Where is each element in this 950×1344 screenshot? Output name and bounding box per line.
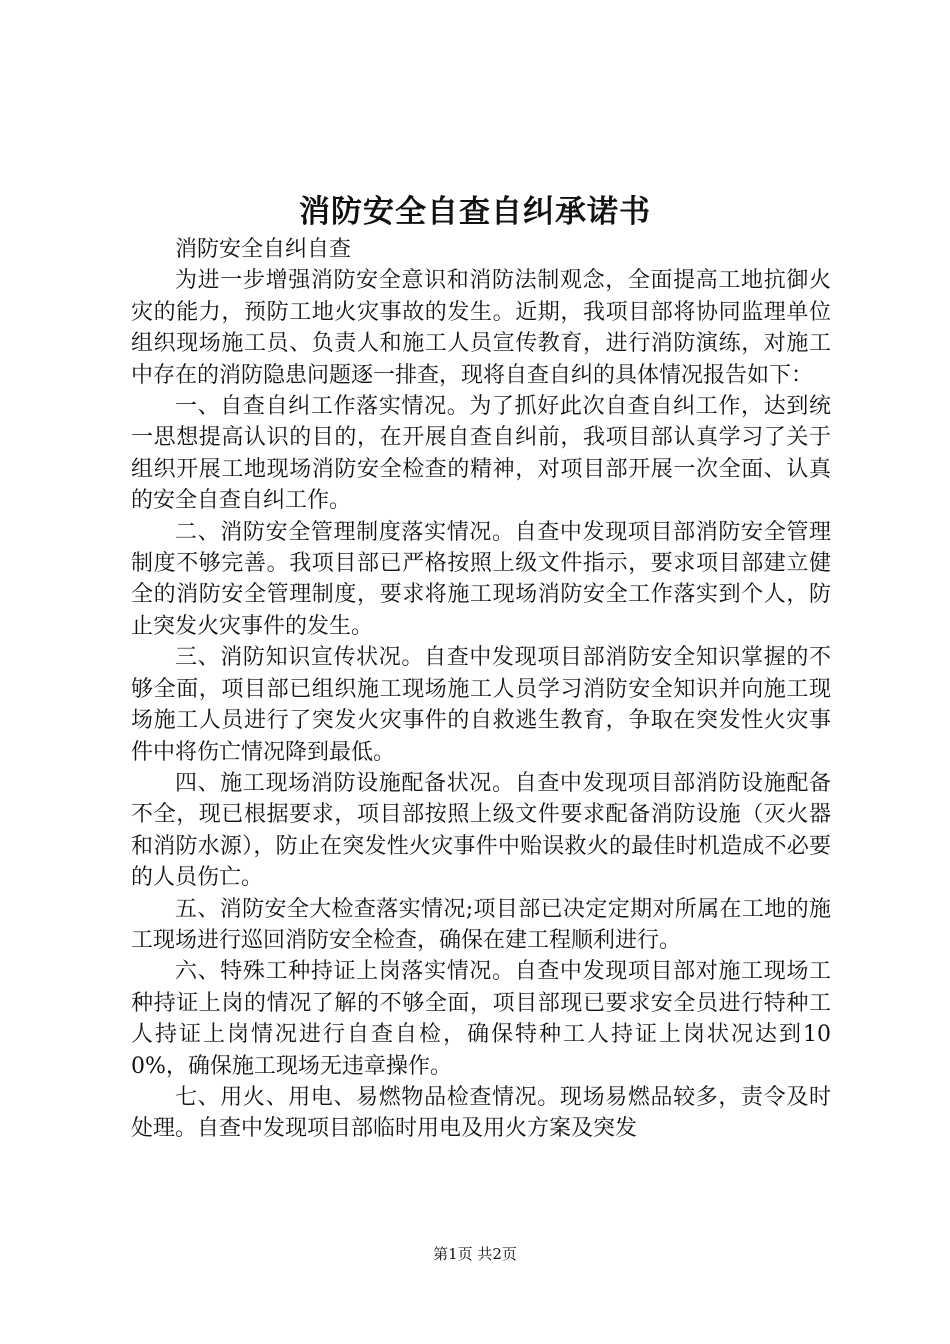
document-body [131,234,831,1145]
paragraph-item-7: 七、用火、用电、易燃物品检查情况。现场易燃品较多，责令及时处理。自查中发现项目部临时用电及用火方案及突发 [131,1084,831,1142]
paragraph-item-3: 三、消防知识宣传状况。自查中发现项目部消防安全知识掌握的不够全面，项目部已组织施工现场施工人员学习消防安全知识并向施工现场施工人员进行了突发火灾事件的自救逃生教育，争取在突发性火灾事件中将伤亡情况降到最低。 [131,645,831,765]
paragraph-item-4: 四、施工现场消防设施配备状况。自查中发现项目部消防设施配备不全，现已根据要求，项目部按照上级文件要求配备消防设施（灭火器和消防水源），防止在突发性火灾事件中贻误救火的最佳时机造成不必要的人员伤亡。 [131,770,831,891]
paragraph-item-2: 二、消防安全管理制度落实情况。自查中发现项目部消防安全管理制度不够完善。我项目部已严格按照上级文件指示，要求项目部建立健全的消防安全管理制度，要求将施工现场消防安全工作落实到个人，防止突发火灾事件的发生。 [131,519,831,639]
paragraph-item-1: 一、自查自纠工作落实情况。为了抓好此次自查自纠工作，达到统一思想提高认识的目的，在开展自查自纠前，我项目部认真学习了关于组织开展工地现场消防安全检查的精神，对项目部开展一次全面、认真的安全自查自纠工作。 [131,394,831,514]
paragraph-item-5: 五、消防安全大检查落实情况;项目部已决定定期对所属在工地的施工现场进行巡回消防安全检查，确保在建工程顺利进行。 [131,896,831,953]
page-number-footer: 第1页 共2页 [433,1245,517,1263]
paragraph-item-6: 六、特殊工种持证上岗落实情况。自查中发现项目部对施工现场工种持证上岗的情况了解的不够全面，项目部现已要求安全员进行特种工人持证上岗情况进行自查自检，确保特种工人持证上岗状况达到100%，确保施工现场无违章操作。 [131,959,831,1079]
subtitle-line: 消防安全自纠自查 [175,237,352,262]
paragraph-intro: 为进一步增强消防安全意识和消防法制观念，全面提高工地抗御火灾的能力，预防工地火灾事故的发生。近期，我项目部将协同监理单位组织现场施工员、负责人和施工人员宣传教育，进行消防演练，对施工中存在的消防隐患问题逐一排查，现将自查自纠的具体情况报告如下： [131,268,831,388]
document-title: 消防安全自查自纠承诺书 [299,194,651,230]
